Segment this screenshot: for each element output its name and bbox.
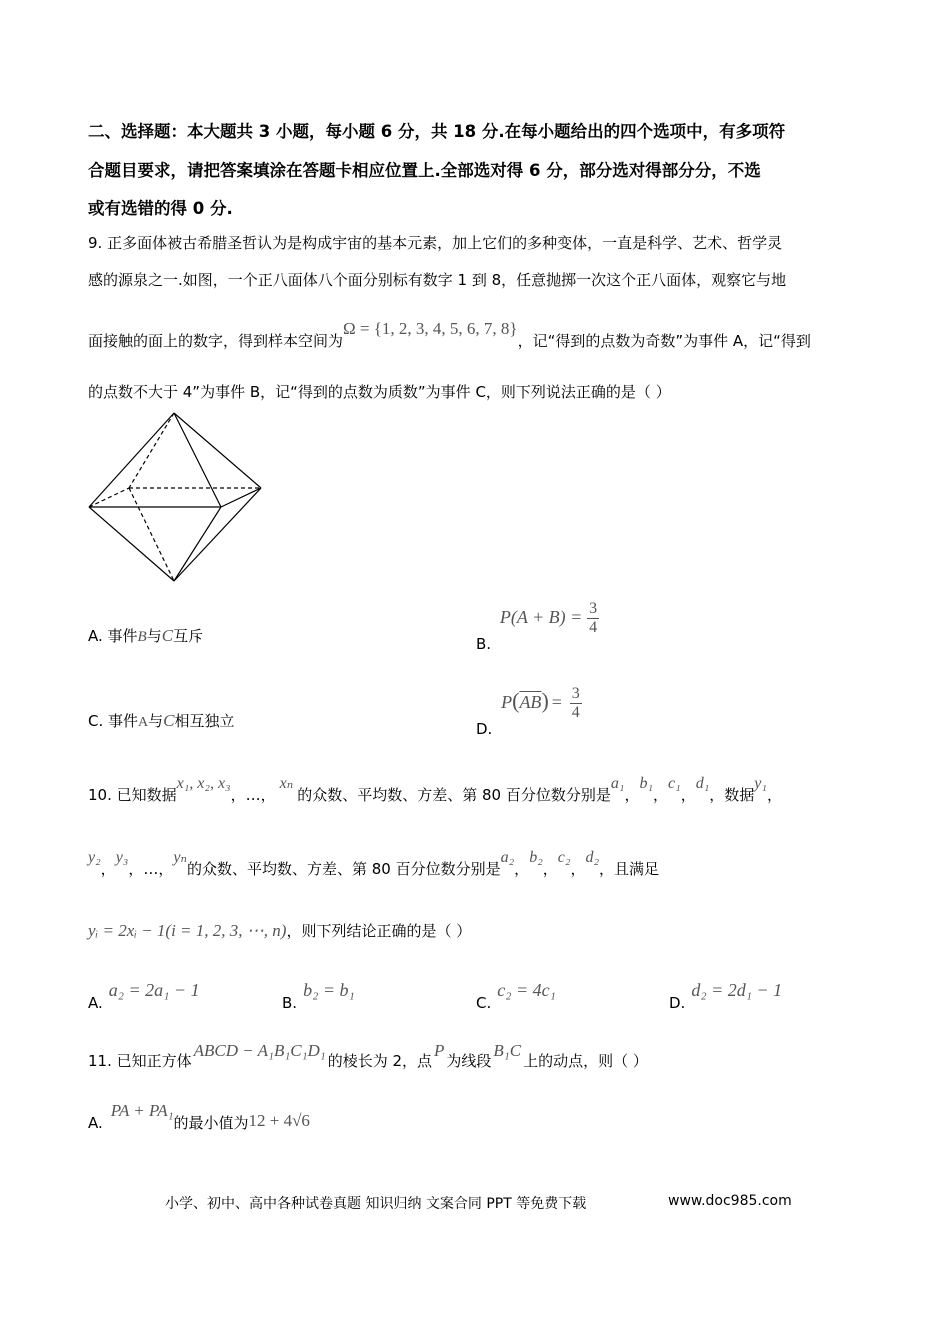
- q9-option-b[interactable]: [476, 600, 599, 653]
- q10-b-formula: b₂ = b₁: [303, 980, 355, 1000]
- section-line-2: 合题目要求，请把答案填涂在答题卡相应位置上.全部选对得 6 分，部分选对得部分分，不选: [88, 161, 761, 180]
- q9-line-3-text: 面接触的面上的数字，得到样本空间为: [88, 332, 344, 350]
- q10-option-c[interactable]: [476, 980, 556, 1012]
- q11-line-1: [88, 1040, 648, 1076]
- q9-option-a[interactable]: [88, 625, 203, 646]
- option-c-end: 相互独立: [174, 712, 235, 730]
- q10-c-label: C.: [476, 994, 492, 1012]
- point-p: P: [434, 1041, 445, 1060]
- q9-line-3: [88, 319, 811, 351]
- octahedron-figure: [86, 410, 266, 585]
- q10-c-formula: c₂ = 4c₁: [497, 980, 556, 1000]
- section-line-1: 二、选择题：本大题共 3 小题，每小题 6 分，共 18 分.在每小题给出的四个选项中，有多项符: [88, 122, 786, 141]
- q10-d-formula: d₂ = 2d₁ − 1: [691, 980, 783, 1000]
- sep-6: ，: [514, 860, 530, 878]
- q10-option-d[interactable]: [669, 980, 783, 1012]
- q10-line-1: [88, 772, 782, 812]
- fraction-denominator-d: 4: [571, 704, 580, 721]
- q10-l3-text: ，则下列结论正确的是（ ）: [286, 922, 472, 940]
- q9-option-d[interactable]: D. $P(\overline{AB})$ = $\frac{3}{4}$: [476, 685, 580, 738]
- var-c2: c₂: [557, 849, 571, 866]
- q11-l1-end: 上的动点，则（ ）: [523, 1052, 648, 1070]
- complement-ab: $\overline{AB}$: [519, 692, 542, 712]
- q10-line-2: [88, 846, 659, 886]
- event-a: A: [138, 715, 149, 730]
- option-d-label: D.: [476, 720, 493, 738]
- option-c-and: 与: [148, 712, 164, 730]
- q10-d-label: D.: [669, 994, 686, 1012]
- q11-l1-segment-text: 为线段: [446, 1052, 492, 1070]
- var-d1: d₁: [695, 775, 710, 792]
- sep-2: ，: [653, 786, 669, 804]
- q10-l2-condition: ，且满足: [599, 860, 660, 878]
- q10-l2-ellipsis: ，…，: [128, 860, 174, 878]
- q11-a-text: 的最小值为: [173, 1114, 249, 1132]
- option-c-label: C. 事件: [88, 712, 139, 730]
- q10-l2-stat-text: 的众数、平均数、方差、第 80 百分位数分别是: [186, 860, 501, 878]
- q9-line-2: 感的源泉之一.如图，一个正八面体八个面分别标有数字 1 到 8，任意抛掷一次这个正八面体，观察它与地: [88, 271, 787, 289]
- q10-a-label: A.: [88, 994, 103, 1012]
- q10-l1-text: 10. 已知数据: [88, 786, 177, 804]
- sep-5: ，: [100, 860, 116, 878]
- fraction-numerator-d: 3: [571, 685, 580, 702]
- option-d-equals: =: [551, 692, 562, 712]
- var-yn: yₙ: [173, 849, 187, 866]
- var-y1: y₁: [754, 775, 767, 792]
- footer-url[interactable]: www.doc985.com: [668, 1193, 792, 1209]
- var-a2: a₂: [500, 849, 515, 866]
- option-a-end: 互斥: [173, 627, 204, 645]
- sample-space-formula: Ω = {1, 2, 3, 4, 5, 6, 7, 8}: [343, 319, 518, 338]
- sep-8: ，: [570, 860, 586, 878]
- q11-option-a[interactable]: [88, 1100, 310, 1136]
- sep-4: ，: [766, 786, 782, 804]
- section-line-3: 或有选错的得 0 分.: [88, 199, 233, 218]
- sep-3: ，: [680, 786, 696, 804]
- var-c1: c₁: [668, 775, 681, 792]
- fraction-denominator: 4: [589, 619, 598, 636]
- q10-l1-data: ，数据: [709, 786, 755, 804]
- sep-7: ，: [542, 860, 558, 878]
- q10-line-3: [88, 920, 471, 941]
- q10-b-label: B.: [282, 994, 298, 1012]
- q11-l1-edge: 的棱长为 2，点: [327, 1052, 433, 1070]
- q11-l1-text: 11. 已知正方体: [88, 1052, 192, 1070]
- fraction-three-quarters: [587, 600, 599, 637]
- q9-line-4: 的点数不大于 4”为事件 B，记“得到的点数为质数”为事件 C，则下列说法正确的是（ ）: [88, 383, 671, 401]
- var-b2: b₂: [529, 849, 543, 866]
- q10-a-formula: a₂ = 2a₁ − 1: [108, 980, 200, 1000]
- q10-option-b[interactable]: [282, 980, 355, 1012]
- var-a1: a₁: [610, 775, 625, 792]
- q9-option-c[interactable]: [88, 710, 235, 731]
- segment-b1c: B₁C: [493, 1041, 522, 1060]
- var-y3: y₃: [115, 849, 129, 866]
- sep-1: ，: [624, 786, 640, 804]
- footer-text: 小学、初中、高中各种试卷真题 知识归纳 文案合同 PPT 等免费下载: [165, 1196, 587, 1212]
- event-c: C: [161, 626, 174, 645]
- q11-a-value: 12 + 4√6: [248, 1111, 310, 1130]
- fraction-three-quarters-d: [570, 685, 582, 722]
- q11-a-expr: PA + PA₁: [110, 1101, 174, 1120]
- q11-a-label: A.: [88, 1114, 103, 1132]
- var-b1: b₁: [639, 775, 654, 792]
- option-a-and: 与: [146, 627, 162, 645]
- event-c-2: C: [163, 711, 175, 730]
- event-b: B: [137, 629, 147, 645]
- option-b-label: B.: [476, 635, 492, 653]
- q10-l1-ellipsis: ，…，: [230, 786, 276, 804]
- cube-name: ABCD − A₁B₁C₁D₁: [193, 1041, 326, 1060]
- var-d2: d₂: [585, 849, 600, 866]
- data-xn: xₙ: [279, 775, 294, 792]
- q9-line-1: 9. 正多面体被古希腊圣哲认为是构成宇宙的基本元素，加上它们的多种变体，一直是科学、艺术、哲学灵: [88, 234, 783, 252]
- option-b-expr: P(A + B) =: [499, 607, 583, 627]
- relation-formula: yᵢ = 2xᵢ − 1(i = 1, 2, 3, ⋯, n): [88, 921, 287, 940]
- q10-option-a[interactable]: [88, 980, 200, 1012]
- data-x1-x3: x₁, x₂, x₃: [176, 775, 231, 792]
- option-a-label: A. 事件: [88, 627, 138, 645]
- q9-line-3-text-end: ，记“得到的点数为奇数”为事件 A，记“得到: [517, 332, 811, 350]
- option-d-p: P: [501, 692, 513, 712]
- var-y2: y₂: [88, 849, 101, 866]
- q10-l1-stat-text: 的众数、平均数、方差、第 80 百分位数分别是: [297, 786, 611, 804]
- fraction-numerator: 3: [589, 600, 598, 617]
